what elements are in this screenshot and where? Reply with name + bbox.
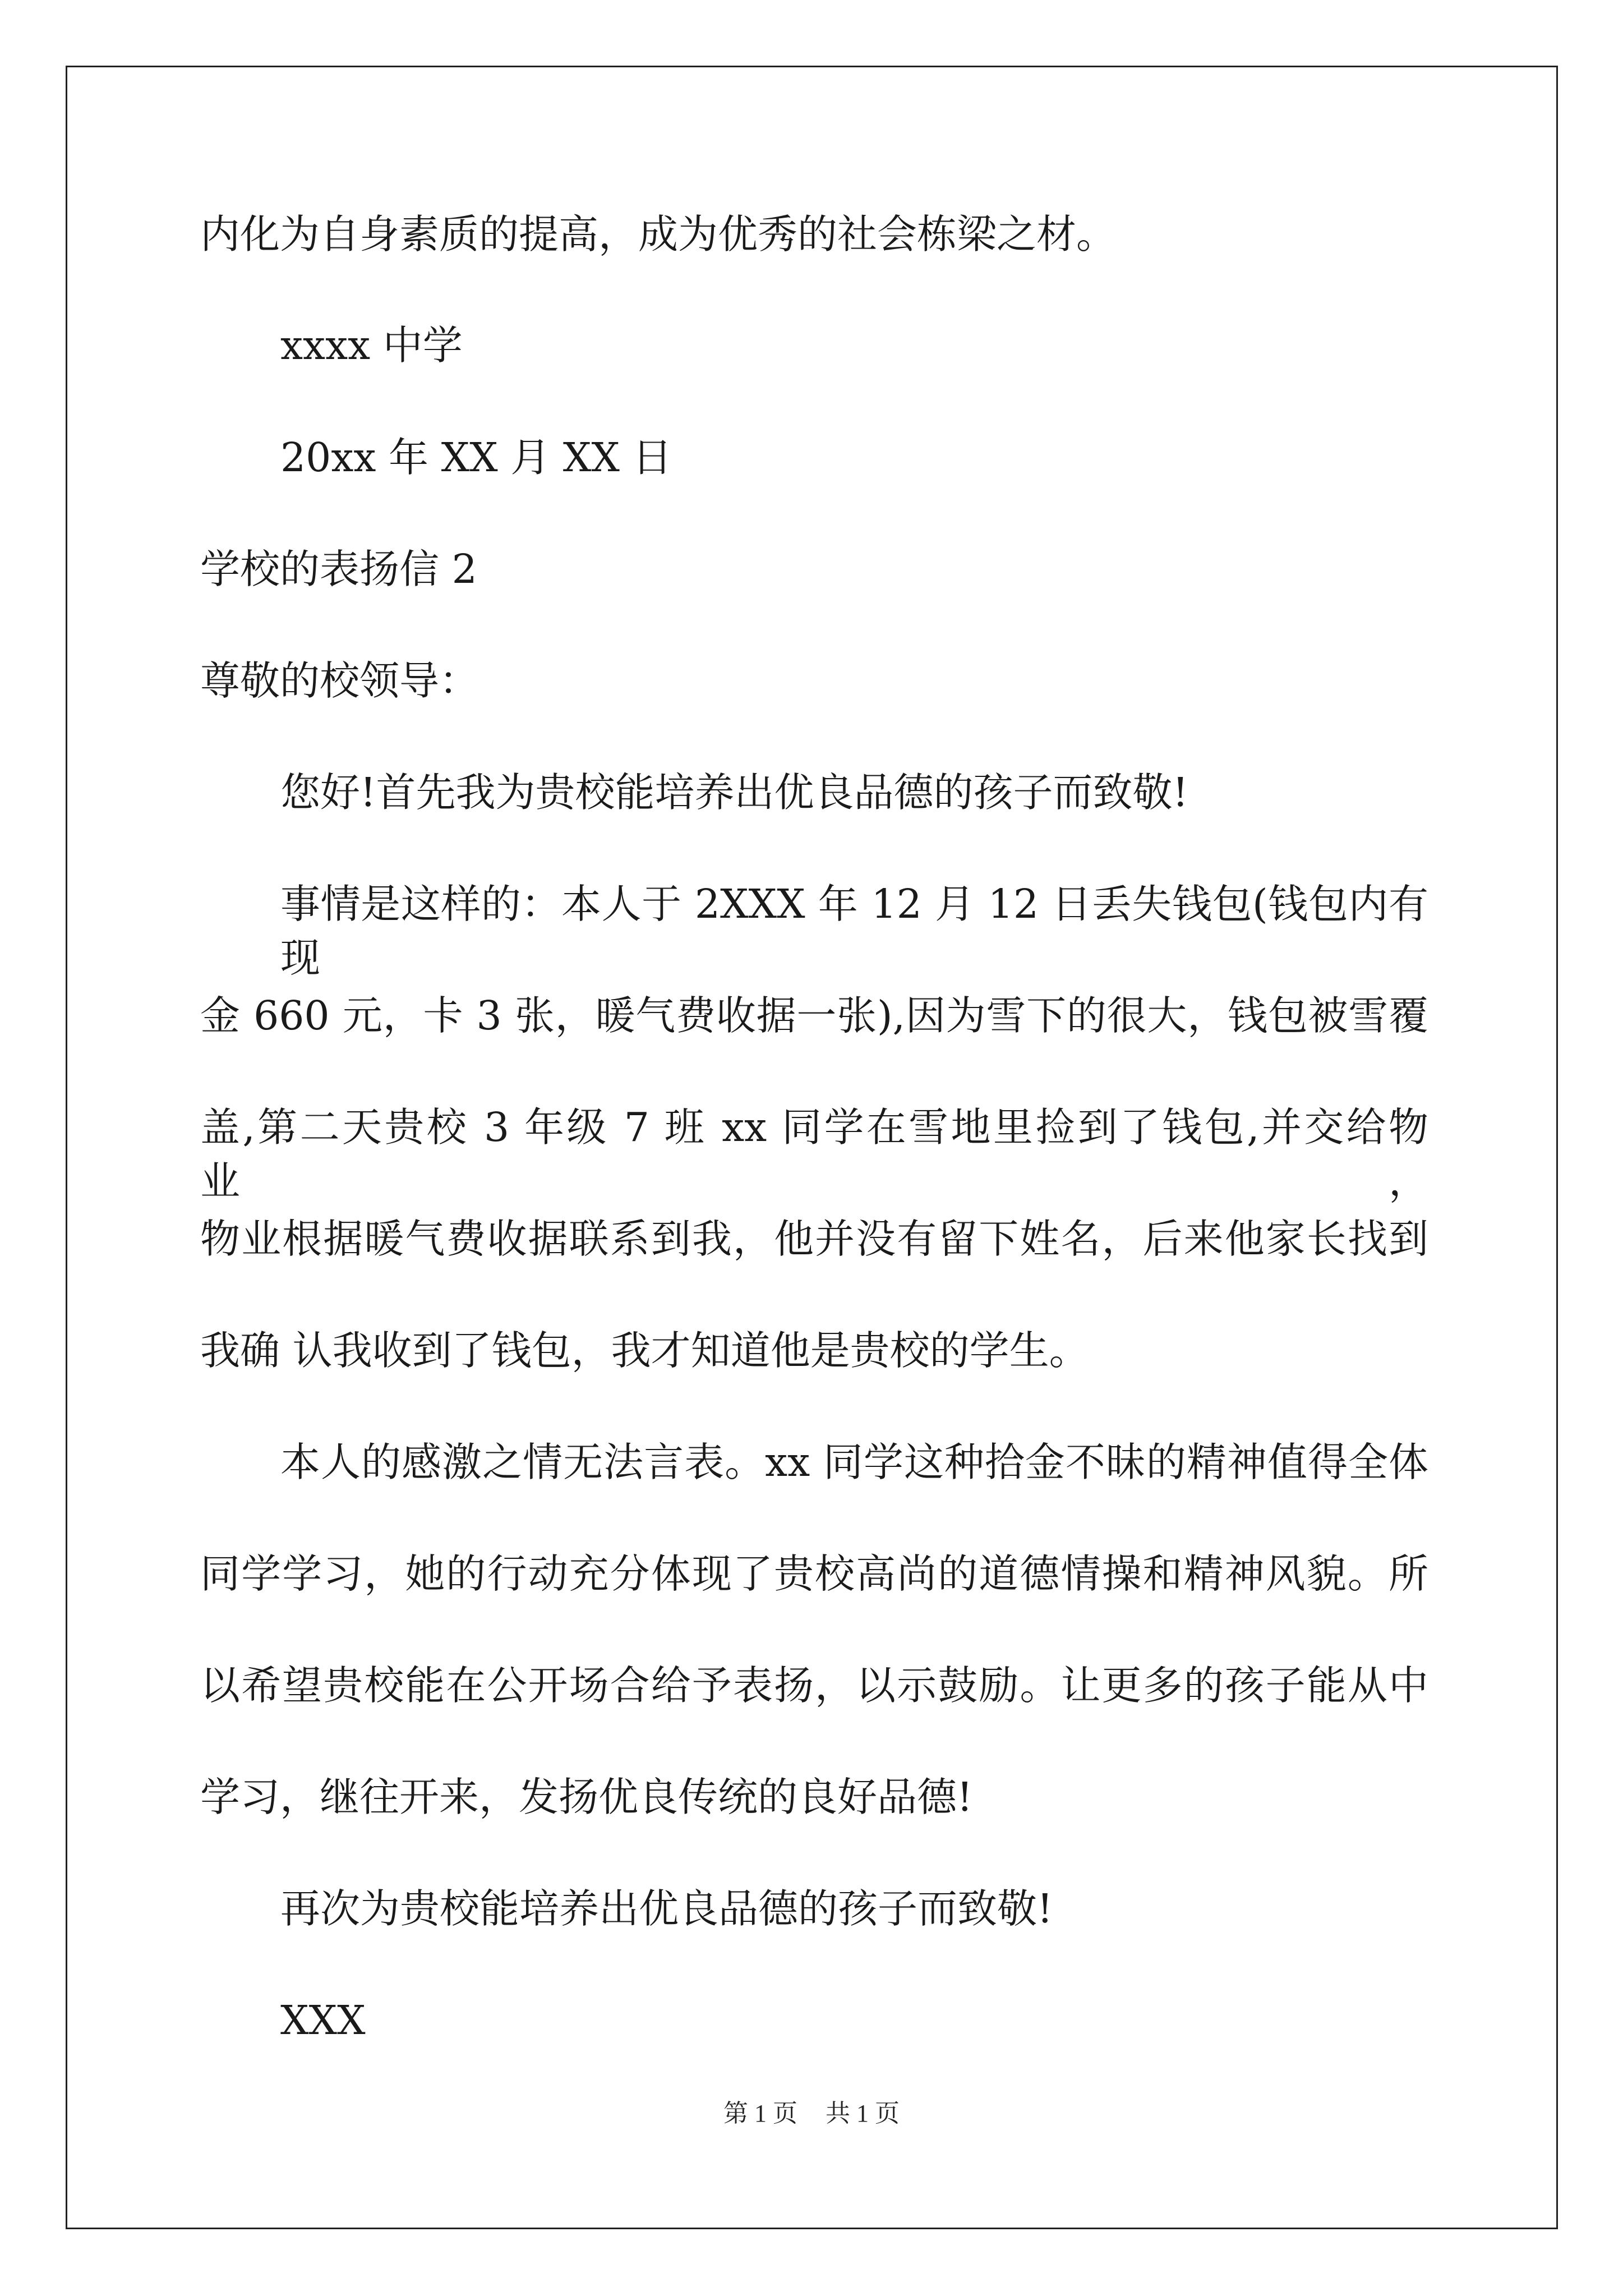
paragraph-line: 事情是这样的：本人于 2XXX 年 12 月 12 日丢失钱包(钱包内有现 — [280, 881, 1428, 981]
paragraph-line-end: 我确 认我收到了钱包，我才知道他是贵校的学生。 — [200, 1327, 1089, 1374]
paragraph-line: 盖,第二天贵校 3 年级 7 班 xx 同学在雪地里捡到了钱包,并交给物业， — [200, 1104, 1428, 1204]
paragraph-line: 金 660 元，卡 3 张，暖气费收据一张),因为雪下的很大，钱包被雪覆 — [200, 992, 1428, 1039]
salutation: 尊敬的校领导： — [200, 657, 479, 704]
greeting-line: 您好!首先我为贵校能培养出优良品德的孩子而致敬! — [280, 769, 1189, 816]
signature-school: xxxx 中学 — [280, 322, 463, 369]
closing-salute: 再次为贵校能培养出优良品德的孩子而致敬! — [280, 1885, 1053, 1932]
closing-paragraph-end: 内化为自身素质的提高，成为优秀的社会栋梁之材。 — [200, 211, 1117, 257]
paragraph-line: 本人的感激之情无法言表。xx 同学这种拾金不昧的精神值得全体 — [280, 1439, 1428, 1485]
paragraph-line: 物业根据暖气费收据联系到我，他并没有留下姓名，后来他家长找到 — [200, 1216, 1428, 1262]
page-footer — [0, 2097, 1623, 2131]
paragraph-line-end: 学习，继往开来，发扬优良传统的良好品德! — [200, 1774, 973, 1820]
page-number: 第 1 页 — [723, 2100, 797, 2127]
total-pages: 共 1 页 — [826, 2100, 900, 2127]
section-title: 学校的表扬信 2 — [200, 546, 477, 592]
signature-date: 20xx 年 XX 月 XX 日 — [280, 434, 672, 481]
paragraph-line: 同学学习，她的行动充分体现了贵校高尚的道德情操和精神风貌。所 — [200, 1550, 1428, 1597]
signature-name: XXX — [280, 1997, 366, 2044]
paragraph-line: 以希望贵校能在公开场合给予表扬，以示鼓励。让更多的孩子能从中 — [200, 1662, 1428, 1709]
